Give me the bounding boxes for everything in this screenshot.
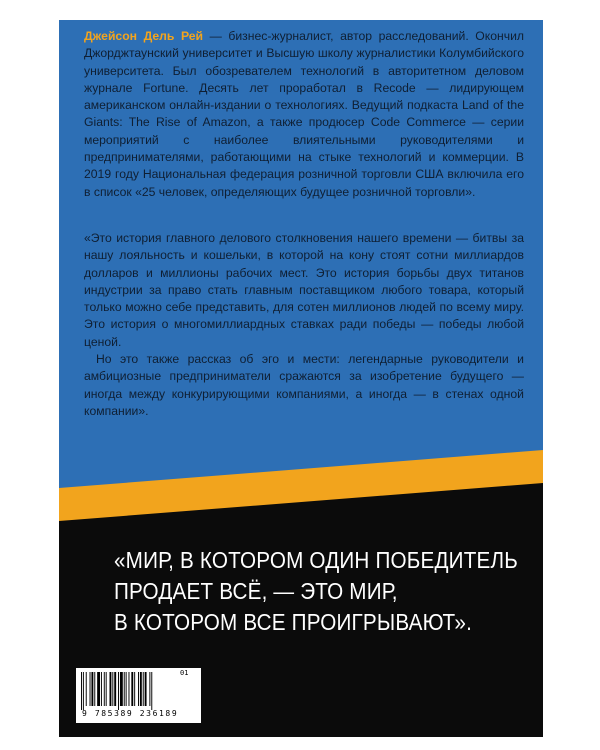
book-back-cover xyxy=(59,20,543,737)
tagline-line: ПРОДАЕТ ВСЁ, — ЭТО МИР, xyxy=(114,578,398,604)
quote-paragraph: Но это также рассказ об эго и мести: легендарные руководители и амбициозные предприниматели сражаются за изобретение будущего — иногда между конкурирующими компаниями, а иногда — в стенах одной компании». xyxy=(84,352,524,418)
barcode-digits: 9 785389 236189 xyxy=(82,709,179,718)
tagline-line: В КОТОРОМ ВСЕ ПРОИГРЫВАЮТ». xyxy=(114,609,473,635)
barcode-addon: 01 xyxy=(180,669,189,677)
quote-paragraph: «Это история главного делового столкновения нашего времени — битвы за нашу лояльность и кошельки, в которой на кону стоят сотни миллиардов долларов и миллионы рабочих мест. Это история борьбы двух титанов индустрии за право стать главным поставщиком любого товара, который только можно себе представить, для сотен миллионов людей по всему миру. Это история о многомиллиардных ставках ради победы — победы любой ценой. xyxy=(84,231,524,349)
tagline-line: «МИР, В КОТОРОМ ОДИН ПОБЕДИТЕЛЬ xyxy=(114,547,518,573)
isbn-barcode xyxy=(76,668,201,723)
author-bio-text: — бизнес-журналист, автор расследований. Окончил Джорджтаунский университет и Высшую школу журналистики Колумбийского университета. Был обозревателем технологий в авторитетном деловом журнале Fortune. Десять лет проработал в Recode — лидирующем американском онлайн-издании о технологиях. Ведущий подкаста Land of the Giants: The Rise of Amazon, а также продюсер Code Commerce — серии мероприятий с наиболее влиятельными руководителями и предпринимателями, работающими на стыке технологий и коммерции. В 2019 году Национальная федерация розничной торговли США включила его в список «25 человек, определяющих будущее розничной торговли». xyxy=(84,29,524,199)
author-name: Джейсон Дель Рей xyxy=(84,29,204,43)
barcode-bars xyxy=(80,672,180,710)
tagline xyxy=(114,545,518,638)
